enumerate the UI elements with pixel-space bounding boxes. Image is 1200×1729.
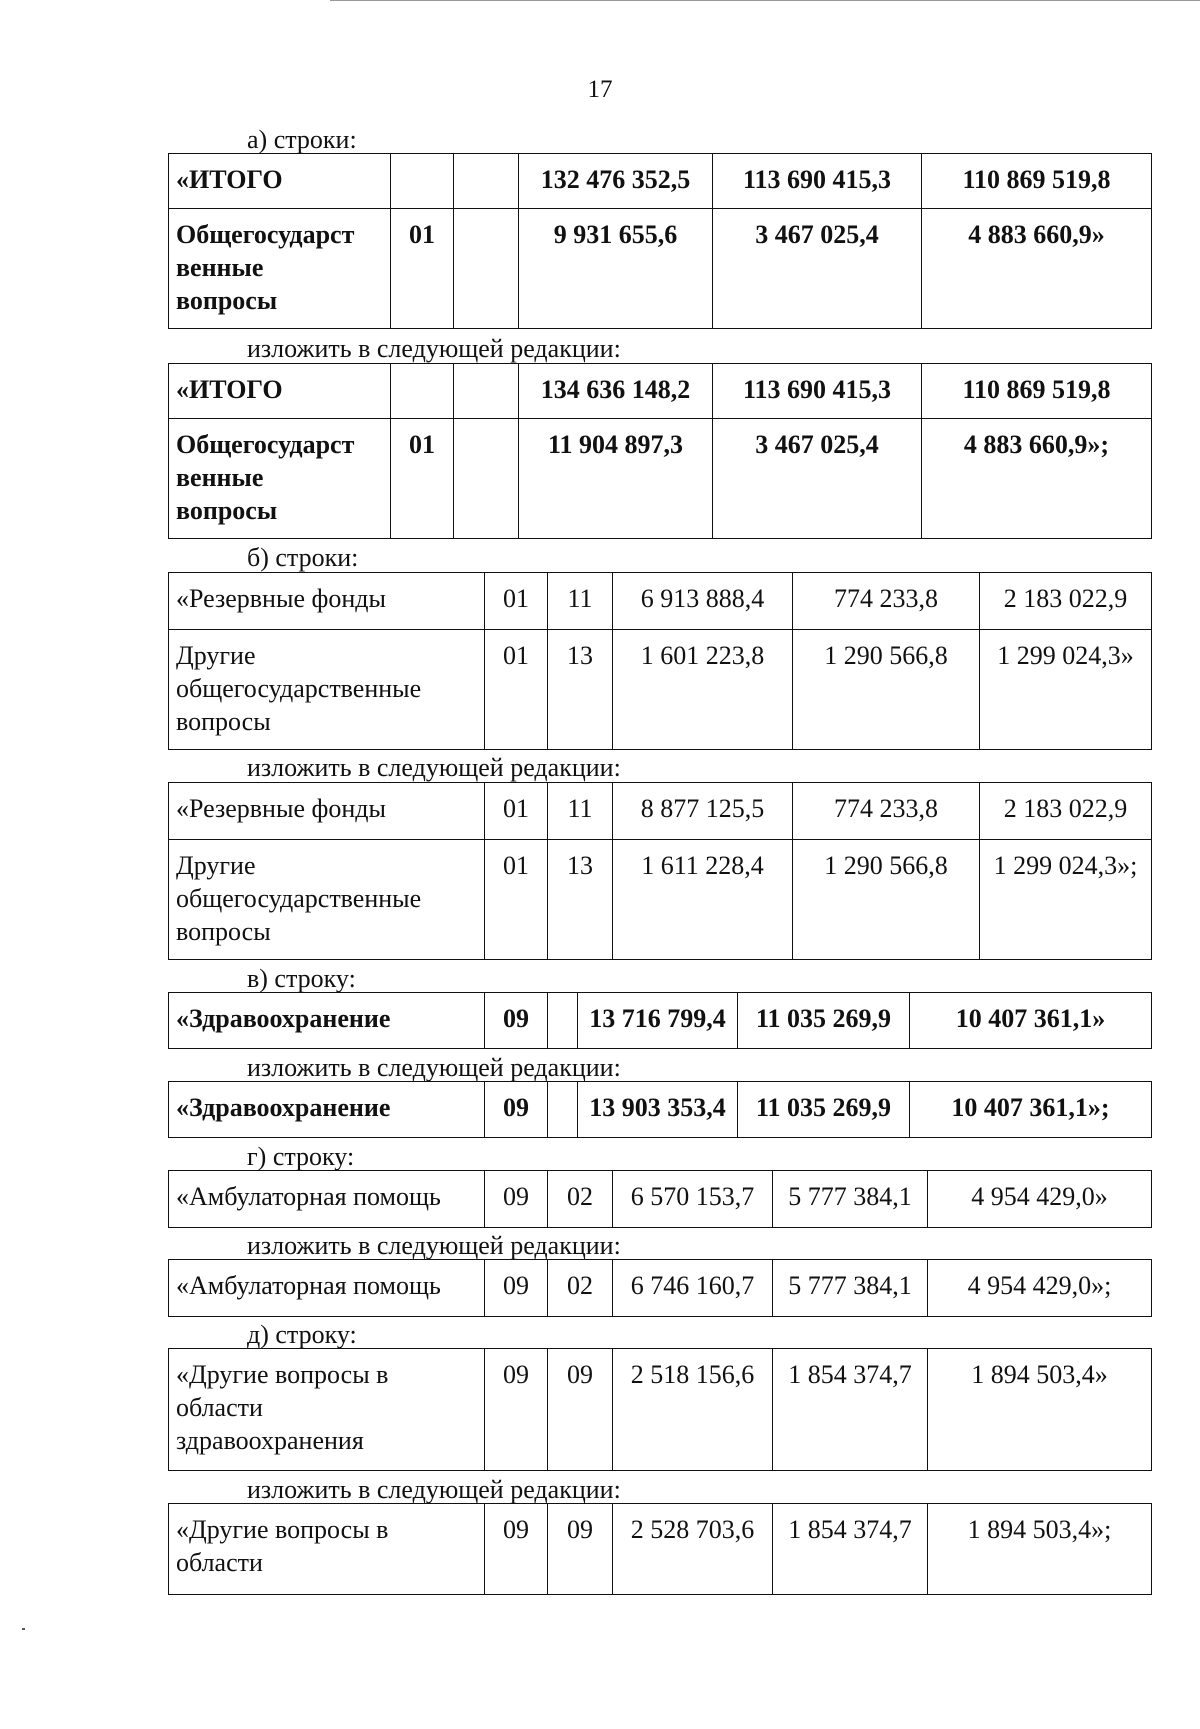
table-b-amended	[168, 782, 1152, 960]
cell-subsection	[454, 364, 519, 419]
cell-value-3: 4 954 429,0»	[928, 1171, 1152, 1228]
cell-value-1: 6 746 160,7	[613, 1260, 773, 1317]
row-name: «Другие вопросы в области	[169, 1504, 485, 1595]
cell-subsection	[548, 1082, 578, 1138]
cell-subsection: 09	[548, 1504, 613, 1595]
page-number: 17	[587, 76, 613, 103]
table-a-amended	[168, 363, 1152, 539]
cell-value-2: 1 290 566,8	[793, 630, 980, 750]
section-label-v: в) строку:	[247, 964, 356, 993]
cell-subsection	[454, 419, 519, 539]
cell-subsection	[454, 154, 519, 209]
table-v-amended	[168, 1081, 1152, 1138]
row-name: «Здравоохранение	[169, 1082, 485, 1138]
table-row	[169, 209, 1152, 329]
cell-section: 01	[391, 419, 454, 539]
table-row	[169, 1349, 1152, 1471]
row-name: Общегосударст венные вопросы	[169, 209, 391, 329]
cell-section	[391, 154, 454, 209]
row-name: «Амбулаторная помощь	[169, 1260, 485, 1317]
table-row	[169, 1171, 1152, 1228]
table-row	[169, 154, 1152, 209]
cell-value-1: 1 601 223,8	[613, 630, 793, 750]
table-v-original	[168, 992, 1152, 1049]
amend-label-b: изложить в следующей редакции:	[247, 753, 621, 782]
row-name: «ИТОГО	[169, 154, 391, 209]
cell-subsection	[548, 993, 578, 1049]
cell-value-2: 3 467 025,4	[713, 209, 922, 329]
cell-section: 01	[485, 840, 548, 960]
row-name: «ИТОГО	[169, 364, 391, 419]
cell-section: 09	[485, 993, 548, 1049]
cell-value-3: 2 183 022,9	[980, 573, 1152, 630]
cell-value-1: 2 528 703,6	[613, 1504, 773, 1595]
table-d-original	[168, 1348, 1152, 1471]
table-row	[169, 840, 1152, 960]
section-label-d: д) строку:	[247, 1320, 357, 1349]
scan-speck	[22, 1628, 25, 1630]
cell-value-2: 5 777 384,1	[773, 1260, 928, 1317]
cell-subsection: 02	[548, 1260, 613, 1317]
row-name: «Другие вопросы в области здравоохранения	[169, 1349, 485, 1471]
table-row	[169, 783, 1152, 840]
cell-section: 01	[485, 783, 548, 840]
row-name: «Здравоохранение	[169, 993, 485, 1049]
cell-value-1: 8 877 125,5	[613, 783, 793, 840]
cell-value-2: 11 035 269,9	[738, 1082, 910, 1138]
cell-value-2: 774 233,8	[793, 573, 980, 630]
table-a-original	[168, 153, 1152, 329]
section-label-a: а) строки:	[247, 125, 357, 154]
table-g-amended	[168, 1259, 1152, 1317]
cell-value-2: 5 777 384,1	[773, 1171, 928, 1228]
section-label-g: г) строку:	[247, 1142, 355, 1171]
table-d-amended	[168, 1503, 1152, 1595]
cell-section	[391, 364, 454, 419]
cell-subsection	[454, 209, 519, 329]
cell-value-3: 1 299 024,3»	[980, 630, 1152, 750]
cell-value-2: 1 854 374,7	[773, 1349, 928, 1471]
cell-value-3: 110 869 519,8	[922, 364, 1152, 419]
cell-value-2: 774 233,8	[793, 783, 980, 840]
table-b-original	[168, 572, 1152, 750]
table-row	[169, 1082, 1152, 1138]
row-name: Другие общегосударственные вопросы	[169, 630, 485, 750]
row-name: «Резервные фонды	[169, 783, 485, 840]
amend-label-v: изложить в следующей редакции:	[247, 1053, 621, 1082]
row-name: Общегосударст венные вопросы	[169, 419, 391, 539]
cell-value-1: 134 636 148,2	[519, 364, 713, 419]
cell-section: 09	[485, 1082, 548, 1138]
cell-section: 01	[485, 630, 548, 750]
cell-value-1: 11 904 897,3	[519, 419, 713, 539]
table-row	[169, 1504, 1152, 1595]
row-name: «Резервные фонды	[169, 573, 485, 630]
cell-value-2: 3 467 025,4	[713, 419, 922, 539]
cell-subsection: 02	[548, 1171, 613, 1228]
cell-subsection: 11	[548, 783, 613, 840]
table-row	[169, 1260, 1152, 1317]
cell-value-3: 4 954 429,0»;	[928, 1260, 1152, 1317]
scan-top-edge	[330, 0, 1200, 1]
cell-value-1: 9 931 655,6	[519, 209, 713, 329]
amend-label-d: изложить в следующей редакции:	[247, 1475, 621, 1504]
table-row	[169, 630, 1152, 750]
table-g-original	[168, 1170, 1152, 1228]
cell-value-3: 2 183 022,9	[980, 783, 1152, 840]
cell-value-1: 13 716 799,4	[578, 993, 738, 1049]
cell-value-1: 2 518 156,6	[613, 1349, 773, 1471]
cell-value-1: 13 903 353,4	[578, 1082, 738, 1138]
cell-value-2: 113 690 415,3	[713, 364, 922, 419]
amend-label-a: изложить в следующей редакции:	[247, 334, 621, 363]
table-row	[169, 419, 1152, 539]
row-name: «Амбулаторная помощь	[169, 1171, 485, 1228]
cell-value-2: 113 690 415,3	[713, 154, 922, 209]
cell-value-3: 4 883 660,9»;	[922, 419, 1152, 539]
cell-value-3: 10 407 361,1»;	[910, 1082, 1152, 1138]
cell-value-2: 11 035 269,9	[738, 993, 910, 1049]
cell-value-1: 1 611 228,4	[613, 840, 793, 960]
cell-subsection: 11	[548, 573, 613, 630]
cell-value-3: 10 407 361,1»	[910, 993, 1152, 1049]
cell-subsection: 13	[548, 840, 613, 960]
table-row	[169, 364, 1152, 419]
section-label-b: б) строки:	[247, 543, 359, 572]
amend-label-g: изложить в следующей редакции:	[247, 1231, 621, 1260]
cell-value-3: 110 869 519,8	[922, 154, 1152, 209]
cell-value-1: 6 570 153,7	[613, 1171, 773, 1228]
cell-subsection: 13	[548, 630, 613, 750]
cell-section: 01	[391, 209, 454, 329]
cell-value-2: 1 290 566,8	[793, 840, 980, 960]
table-row	[169, 573, 1152, 630]
cell-subsection: 09	[548, 1349, 613, 1471]
cell-value-1: 6 913 888,4	[613, 573, 793, 630]
cell-value-3: 1 894 503,4»;	[928, 1504, 1152, 1595]
cell-section: 09	[485, 1171, 548, 1228]
cell-value-3: 1 299 024,3»;	[980, 840, 1152, 960]
cell-value-3: 4 883 660,9»	[922, 209, 1152, 329]
table-row	[169, 993, 1152, 1049]
cell-section: 09	[485, 1260, 548, 1317]
cell-section: 01	[485, 573, 548, 630]
cell-section: 09	[485, 1504, 548, 1595]
cell-value-3: 1 894 503,4»	[928, 1349, 1152, 1471]
cell-section: 09	[485, 1349, 548, 1471]
row-name: Другие общегосударственные вопросы	[169, 840, 485, 960]
cell-value-1: 132 476 352,5	[519, 154, 713, 209]
cell-value-2: 1 854 374,7	[773, 1504, 928, 1595]
